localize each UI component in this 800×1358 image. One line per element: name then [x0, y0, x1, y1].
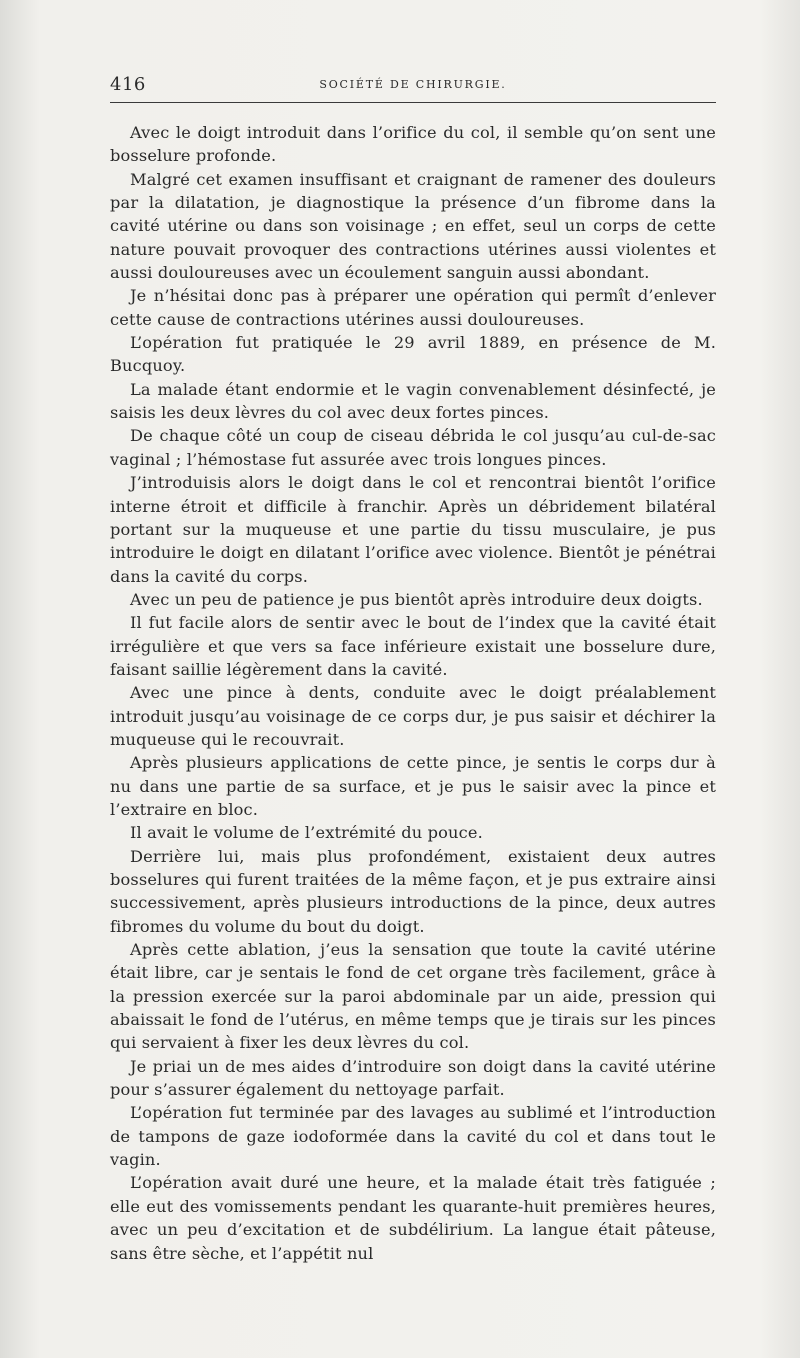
running-title: SOCIÉTÉ DE CHIRURGIE. — [319, 78, 507, 91]
paragraph: De chaque côté un coup de ciseau débrida le col jusqu’au cul-de-sac vaginal ; l’hémostase fut assurée avec trois longues pinces. — [110, 426, 716, 469]
paragraph: Il fut facile alors de sentir avec le bout de l’index que la cavité était irrégulière et que vers sa face inférieure existait une bosselure dure, faisant saillie légèrement dans la cavité. — [110, 613, 716, 679]
paragraph: J’introduisis alors le doigt dans le col et rencontrai bientôt l’orifice interne étroit et difficile à franchir. Après un débridement bilatéral portant sur la muqueuse et une partie du tissu musculaire, je pus introduire le doigt en dilatant l’orifice avec violence. Bientôt je pénétrai dans la cavité du corps. — [110, 473, 716, 586]
header-rule — [110, 102, 716, 103]
paragraph: L’opération avait duré une heure, et la malade était très fatiguée ; elle eut des vomissements pendant les quarante-huit premières heures, avec un peu d’excitation et de subdélirium. La langue était pâteuse, sans être sèche, et l’appétit nul — [110, 1173, 716, 1263]
paragraph: Je priai un de mes aides d’introduire son doigt dans la cavité utérine pour s’assurer également du nettoyage parfait. — [110, 1056, 716, 1100]
paragraph: Avec le doigt introduit dans l’orifice du col, il semble qu’on sent une bosselure profonde. — [110, 123, 716, 166]
paragraph: Je n’hésitai donc pas à préparer une opération qui permît d’enlever cette cause de contractions utérines aussi douloureuses. — [110, 286, 716, 329]
body-text — [110, 121, 716, 1265]
paragraph: Avec un peu de patience je pus bientôt après introduire deux doigts. — [130, 589, 703, 609]
paragraph: Malgré cet examen insuffisant et craignant de ramener des douleurs par la dilatation, je diagnostique la présence d’un fibrome dans la cavité utérine ou dans son voisinage ; en effet, seul un corps de cette nature pouvait provoquer des contractions utérines aussi violentes et aussi douloureuses avec un écoulement sanguin aussi abondant. — [110, 169, 716, 283]
paragraph: Après plusieurs applications de cette pince, je sentis le corps dur à nu dans une partie de sa surface, et je pus le saisir avec la pince et l’extraire en bloc. — [110, 753, 716, 819]
paragraph: Après cette ablation, j’eus la sensation que toute la cavité utérine était libre, car je sentais le fond de cet organe très facilement, grâce à la pression exercée sur la paroi abdominale par un aide, pression qui abaissait le fond de l’utérus, en même temps que je tirais sur les pinces qui servaient à fixer les deux lèvres du col. — [110, 940, 716, 1053]
paragraph: La malade étant endormie et le vagin convenablement désinfecté, je saisis les deux lèvres du col avec deux fortes pinces. — [110, 379, 716, 423]
page-header — [110, 74, 716, 98]
paragraph: Avec une pince à dents, conduite avec le doigt préalablement introduit jusqu’au voisinage de ce corps dur, je pus saisir et déchirer la muqueuse qui le recouvrait. — [110, 683, 716, 749]
paragraph: L’opération fut terminée par des lavages au sublimé et l’introduction de tampons de gaze iodoformée dans la cavité du col et dans tout le vagin. — [110, 1103, 716, 1170]
paragraph: L’opération fut pratiquée le 29 avril 1889, en présence de M. Bucquoy. — [110, 333, 716, 376]
paragraph: Derrière lui, mais plus profondément, existaient deux autres bosselures qui furent traitées de la même façon, et je pus extraire ainsi successivement, après plusieurs introductions de la pince, deux autres fibromes du volume du bout du doigt. — [110, 846, 716, 936]
paragraph: Il avait le volume de l’extrémité du pouce. — [130, 823, 483, 843]
page-number: 416 — [110, 74, 146, 95]
